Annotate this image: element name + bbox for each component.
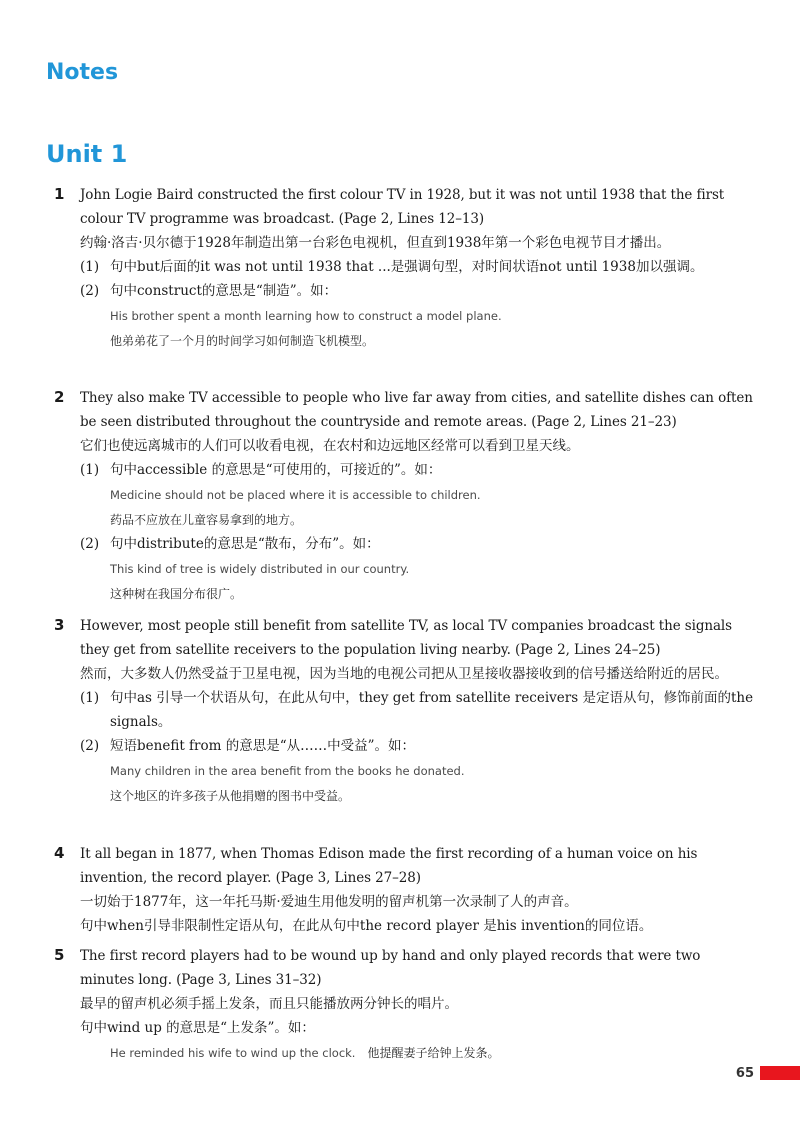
page-number: 65 <box>735 1065 754 1081</box>
note-english-sentence: John Logie Baird constructed the first colour TV in 1928, but it was not until 1938 that the first colour TV programme was broadcast. (Page 2, Lines 12–13) <box>80 187 725 227</box>
note-2 <box>54 386 754 606</box>
note-number: 4 <box>54 844 65 862</box>
subpoint-text: 句中construct的意思是“制造”。如： <box>110 283 338 299</box>
subpoint-label: (2) <box>80 738 100 754</box>
note-subpoint <box>80 255 754 279</box>
note-number: 3 <box>54 616 65 634</box>
note-english-sentence: They also make TV accessible to people who live far away from cities, and satellite dishes can often be seen distributed throughout the countryside and remote areas. (Page 2, Lines 21–23) <box>80 390 753 430</box>
page-footer <box>736 1065 800 1081</box>
note-chinese-translation: 约翰·洛吉·贝尔德于1928年制造出第一台彩色电视机，但直到1938年第一个彩色电视节目才播出。 <box>80 235 671 251</box>
note-subpoint <box>80 458 754 482</box>
note-number: 5 <box>54 946 65 964</box>
subpoint-label: (1) <box>80 259 100 275</box>
note-1 <box>54 183 754 353</box>
subpoint-label: (1) <box>80 690 100 706</box>
note-english-sentence: However, most people still benefit from satellite TV, as local TV companies broadcast the signals they get from satellite receivers to the population living nearby. (Page 2, Lines 24–25) <box>80 618 732 658</box>
example-line <box>80 1040 754 1066</box>
note-3 <box>54 614 754 808</box>
note-subpoint <box>80 532 754 556</box>
subpoint-text: 短语benefit from 的意思是“从……中受益”。如： <box>110 738 416 754</box>
subpoint-label: (2) <box>80 536 100 552</box>
note-number: 2 <box>54 388 65 406</box>
subpoint-label: (1) <box>80 462 100 478</box>
note-explanation: 句中when引导非限制性定语从句，在此从句中the record player 是his invention的同位语。 <box>80 918 653 934</box>
example-translation: 这个地区的许多孩子从他捐赠的图书中受益。 <box>110 789 351 803</box>
example-sentence: This kind of tree is widely distributed in our country. <box>110 562 410 576</box>
subpoint-text: 句中but后面的it was not until 1938 that ...是强调句型，对时间状语not until 1938加以强调。 <box>110 259 704 275</box>
page-marker-bar <box>760 1066 800 1080</box>
example-translation: 他弟弟花了一个月的时间学习如何制造飞机模型。 <box>110 334 375 348</box>
unit-heading: Unit 1 <box>46 140 128 168</box>
note-chinese-translation: 然而，大多数人仍然受益于卫星电视，因为当地的电视公司把从卫星接收器接收到的信号播送给附近的居民。 <box>80 666 728 682</box>
note-chinese-translation: 一切始于1877年，这一年托马斯·爱迪生用他发明的留声机第一次录制了人的声音。 <box>80 894 578 910</box>
note-5 <box>54 944 754 1066</box>
note-english-sentence: It all began in 1877, when Thomas Edison made the first recording of a human voice on his invention, the record player. (Page 3, Lines 27–28) <box>80 846 698 886</box>
notes-heading: Notes <box>46 60 119 85</box>
example-sentence: Many children in the area benefit from the books he donated. <box>110 764 465 778</box>
example-translation: 这种树在我国分布很广。 <box>110 587 243 601</box>
example-sentence: His brother spent a month learning how to construct a model plane. <box>110 309 502 323</box>
example-sentence: Medicine should not be placed where it is accessible to children. <box>110 488 481 502</box>
note-number: 1 <box>54 185 65 203</box>
example-translation: 他提醒妻子给钟上发条。 <box>367 1046 500 1060</box>
example-sentence: He reminded his wife to wind up the clock. <box>110 1046 356 1060</box>
note-subpoint <box>80 686 754 734</box>
subpoint-text: 句中as 引导一个状语从句，在此从句中，they get from satellite receivers 是定语从句，修饰前面的the signals。 <box>110 690 754 730</box>
note-chinese-translation: 最早的留声机必须手摇上发条，而且只能播放两分钟长的唱片。 <box>80 996 458 1012</box>
note-english-sentence: The first record players had to be wound up by hand and only played records that were two minutes long. (Page 3, Lines 31–32) <box>80 948 701 988</box>
subpoint-text: 句中distribute的意思是“散布，分布”。如： <box>110 536 380 552</box>
note-chinese-translation: 它们也使远离城市的人们可以收看电视，在农村和边远地区经常可以看到卫星天线。 <box>80 438 580 454</box>
subpoint-text: 句中accessible 的意思是“可使用的，可接近的”。如： <box>110 462 442 478</box>
note-explanation: 句中wind up 的意思是“上发条”。如： <box>80 1020 315 1036</box>
note-subpoint <box>80 734 754 758</box>
example-translation: 药品不应放在儿童容易拿到的地方。 <box>110 513 303 527</box>
subpoint-label: (2) <box>80 283 100 299</box>
note-subpoint <box>80 279 754 303</box>
note-4 <box>54 842 754 938</box>
